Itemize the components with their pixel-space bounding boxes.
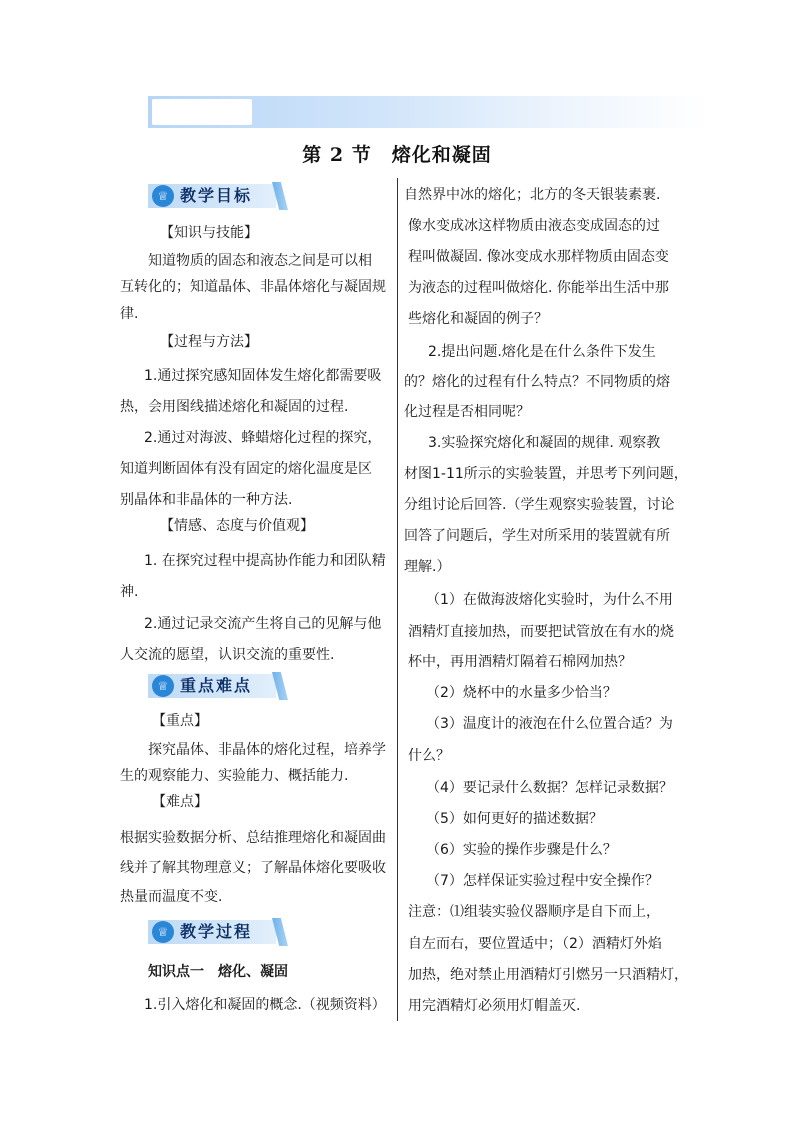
- banner-teaching-process: [148, 918, 288, 946]
- paragraph-line: （5）如何更好的描述数据？: [426, 811, 603, 827]
- paragraph-line: 理解.）: [404, 559, 451, 575]
- paragraph-line: 互转化的；知道晶体、非晶体熔化与凝固规: [120, 279, 386, 295]
- paragraph-line: 为液态的过程叫做熔化. 你能举出生活中那: [408, 280, 669, 296]
- paragraph-line: 律.: [120, 306, 139, 322]
- banner-key-difficulties: [148, 672, 288, 700]
- paragraph-line: 自然界中冰的熔化；北方的冬天银装素裹.: [404, 187, 661, 203]
- paragraph-line: 的？熔化的过程有什么特点？不同物质的熔: [404, 374, 670, 390]
- trophy-icon: ♕: [152, 675, 174, 697]
- paragraph-line: 别晶体和非晶体的一种方法.: [120, 492, 293, 508]
- column-divider: [397, 178, 398, 1021]
- section-title: 第 2 节 熔化和凝固: [302, 144, 492, 166]
- paragraph-line: 人交流的愿望，认识交流的重要性.: [120, 647, 335, 663]
- trophy-icon: ♕: [152, 921, 174, 943]
- paragraph-line: 热量而温度不变.: [120, 889, 223, 905]
- paragraph-line: 材图1-11所示的实验装置，并思考下列问题，: [404, 466, 688, 482]
- paragraph-line: 些熔化和凝固的例子？: [408, 311, 548, 327]
- paragraph-line: （6）实验的操作步骤是什么？: [426, 842, 617, 858]
- paragraph-line: （7）怎样保证实验过程中安全操作？: [426, 873, 659, 889]
- paragraph-line: 注意：⑴组装实验仪器顺序是自下而上，: [408, 904, 660, 920]
- paragraph-line: 自左而右，要位置适中；（2）酒精灯外焰: [408, 936, 662, 952]
- paragraph-line: 线并了解其物理意义；了解晶体熔化要吸收: [120, 860, 386, 876]
- paragraph-line: 神.: [120, 584, 139, 600]
- banner-label: 教学过程: [180, 922, 253, 941]
- paragraph-line: 知道判断固体有没有固定的熔化温度是区: [120, 461, 372, 477]
- banner-label: 教学目标: [180, 186, 253, 205]
- paragraph-line: 2.通过对海波、蜂蜡熔化过程的探究，: [144, 430, 382, 446]
- paragraph-line: 2.通过记录交流产生将自己的见解与他: [144, 616, 382, 632]
- knowledge-heading: 【知识与技能】: [160, 225, 258, 241]
- paragraph-line: 程叫做凝固. 像冰变成水那样物质由固态变: [408, 249, 669, 265]
- paragraph-line: 什么？: [408, 748, 450, 764]
- banner-label: 重点难点: [180, 676, 253, 695]
- paragraph-line: 杯中，再用酒精灯隔着石棉网加热？: [408, 654, 632, 670]
- paragraph-line: 1.引入熔化和凝固的概念.（视频资料）: [144, 997, 386, 1013]
- paragraph-line: （2）烧杯中的水量多少恰当？: [426, 685, 617, 701]
- paragraph-line: （4）要记录什么数据？怎样记录数据？: [426, 780, 673, 796]
- banner-teaching-goals: [148, 182, 288, 210]
- paragraph-line: 热，会用图线描述熔化和凝固的过程.: [120, 399, 349, 415]
- paragraph-line: 1. 在探究过程中提高协作能力和团队精: [144, 553, 386, 569]
- paragraph-line: 知道物质的固态和液态之间是可以相: [148, 253, 372, 269]
- paragraph-line: 分组讨论后回答.（学生观察实验装置，讨论: [404, 497, 675, 513]
- knowledge-point-title: 知识点一 熔化、凝固: [148, 964, 288, 980]
- paragraph-line: 用完酒精灯必须用灯帽盖灭.: [408, 998, 581, 1014]
- paragraph-line: （1）在做海波熔化实验时，为什么不用: [426, 592, 673, 608]
- paragraph-line: 酒精灯直接加热，而要把试管放在有水的烧: [408, 624, 674, 640]
- focus-heading: 【重点】: [152, 713, 208, 729]
- paragraph-line: 探究晶体、非晶体的熔化过程，培养学: [148, 742, 386, 758]
- paragraph-line: 化过程是否相同呢？: [404, 404, 530, 420]
- header-tab-blank: [152, 99, 252, 125]
- paragraph-line: 像水变成冰这样物质由液态变成固态的过: [408, 218, 660, 234]
- paragraph-line: （3）温度计的液泡在什么位置合适？为: [426, 716, 673, 732]
- trophy-icon: ♕: [152, 185, 174, 207]
- paragraph-line: 3.实验探究熔化和凝固的规律. 观察教: [428, 435, 661, 451]
- paragraph-line: 2.提出问题.熔化是在什么条件下发生: [428, 344, 656, 360]
- paragraph-line: 回答了问题后，学生对所采用的装置就有所: [404, 528, 670, 544]
- paragraph-line: 加热，绝对禁止用酒精灯引燃另一只酒精灯，: [408, 967, 688, 983]
- paragraph-line: 1.通过探究感知固体发生熔化都需要吸: [144, 368, 382, 384]
- paragraph-line: 生的观察能力、实验能力、概括能力.: [120, 768, 349, 784]
- difficulty-heading: 【难点】: [152, 794, 208, 810]
- paragraph-line: 根据实验数据分析、总结推理熔化和凝固曲: [120, 830, 386, 846]
- emotion-heading: 【情感、态度与价值观】: [160, 518, 314, 534]
- process-method-heading: 【过程与方法】: [160, 334, 258, 350]
